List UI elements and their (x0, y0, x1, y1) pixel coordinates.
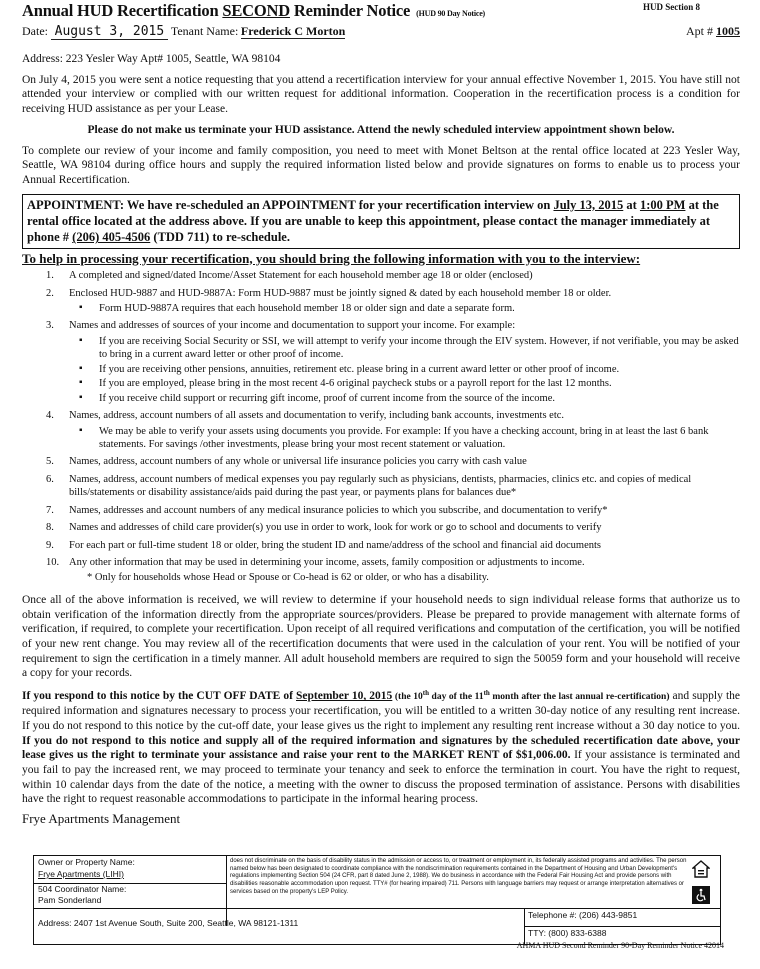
tenant-address: Address: 223 Yesler Way Apt# 1005, Seattle, WA 98104 (22, 53, 281, 65)
sub-list (69, 302, 740, 315)
item-text: Enclosed HUD-9887 and HUD-9887A: Form HUD-9887 must be jointly signed & dated by each household member 18 or older. (69, 287, 612, 299)
date-label: Date: (22, 24, 48, 38)
title-note: (HUD 90 Day Notice) (416, 9, 486, 18)
sub-item: ▪ If you receive child support or recurring gift income, proof of current income from the source of the income. (69, 392, 740, 405)
item-text: For each part or full-time student 18 or older, bring the student ID and name/address of the school and financial aid documents (69, 539, 602, 551)
list-item (22, 319, 740, 405)
item-number: 4. (46, 410, 54, 422)
title-part: Reminder Notice (289, 1, 411, 20)
item-number: 2. (46, 287, 54, 299)
sub-item: ▪ Form HUD-9887A requires that each household member 18 or older sign and date a separate form. (69, 302, 740, 315)
cutoff-date: September 10, 2015 (296, 690, 393, 703)
item-text: A completed and signed/dated Income/Asset Statement for each household member age 18 or older (enclosed) (69, 270, 533, 282)
hud-section-label: HUD Section 8 (643, 2, 700, 12)
footer-box (33, 855, 721, 945)
coordinator-label: 504 Coordinator Name: (38, 884, 127, 894)
intro-paragraph: On July 4, 2015 you were sent a notice requesting that you attend a recertification interview for your annual effective November 1, 2015. You have still not attended your interview or complied with our written request for additional information. Cooperation in the recertification process is a condition for receiving HUD assistance as per your Lease. (22, 73, 740, 116)
divider (226, 856, 227, 926)
coordinator-name: Pam Sonderland (38, 895, 102, 905)
divider (524, 926, 720, 927)
cutoff-bold: If you do not respond to this notice and supply all of the required information and signatures by the scheduled recertification date above, your lease gives us the right to terminate your assistance and raise your rent to the MARKET RENT of $$1,006.00. (22, 734, 740, 762)
title-part: Annual HUD Recertification (22, 1, 223, 20)
item-text: Names and addresses of child care provider(s) you use in order to work, look for work or go to school and documents to verify (69, 522, 602, 534)
date-row (22, 24, 740, 48)
list-item (22, 455, 740, 468)
list-item (22, 269, 740, 282)
tenant-label: Tenant Name: (170, 24, 239, 38)
complete-paragraph: To complete our review of your income and family composition, you need to meet with Monet Beltson at the rental office located at 223 Yesler Way, Seattle, WA 98104 during office hours and supply the required information listed below and provide signatures on forms to enable us to process your Annual Recertification. (22, 144, 740, 187)
only-note: * Only for households whose Head or Spouse or Co-head is 62 or older, or who has a disability. (87, 572, 489, 584)
required-items-list (22, 269, 740, 569)
list-item (22, 287, 740, 316)
sub-list (69, 335, 740, 405)
owner-label: Owner or Property Name: (38, 857, 135, 867)
cutoff-text: If you respond to this notice by the CUT OFF DATE of (22, 690, 296, 703)
sub-item: ▪ If you are employed, please bring in the most recent 4-6 original paycheck stubs or a payroll report for the last 12 months. (69, 377, 740, 390)
warning-line: Please do not make us terminate your HUD assistance. Attend the newly scheduled interview appointment shown below. (87, 123, 675, 136)
cutoff-text: If your assistance is terminated and you fail to pay the increased rent, we may proceed to terminate your tenancy and seek to enforce the termination in court. You have the right to request, within 10 calendar days from the date of the notice, a meeting with the owner to discuss the proposed termination of assistance. Persons with disabilities have the right to request reasonable accommodations to participate in the informal hearing process. (22, 749, 740, 806)
footer-address: Address: 2407 1st Avenue South, Suite 200, Seattle, WA 98121-1311 (38, 918, 299, 928)
item-text: Names and addresses of sources of your income and documentation to support your income. For example: (69, 320, 516, 332)
cutoff-sup: th (422, 689, 429, 698)
cutoff-text: day of the 11 (429, 692, 484, 703)
item-text: Names, address, account numbers of all assets and documentation to verify, including bank accounts, investments etc. (69, 410, 565, 422)
list-item (22, 473, 740, 500)
equal-housing-icon (692, 860, 710, 878)
cutoff-sup: th (483, 689, 490, 698)
list-item (22, 504, 740, 517)
item-text: Names, addresses and account numbers of any medical insurance policies to which you subscribe, and documentation to verify* (69, 504, 608, 516)
item-number: 9. (46, 539, 54, 551)
notice-page (22, 0, 740, 834)
sub-item: ▪ If you are receiving Social Security or SSI, we will attempt to verify your income through the EIV system. However, if not verifiable, you may be asked to bring in a current award letter or other proof of income. (69, 335, 740, 362)
title-second: SECOND (222, 1, 290, 20)
owner-name: Frye Apartments (LIHI) (38, 869, 124, 879)
appointment-text: at the rental office located at the address above. If you are unable to keep this appointment, please contact the manager immediately at phone # (27, 197, 719, 245)
item-text: Names, address, account numbers of medical expenses you pay regularly such as physicians, dentists, pharmacies, clinics etc. and copies of medical bills/statements or disability assistance/aids paid during the past year, or payments plans for balances due* (69, 473, 692, 499)
item-number: 8. (46, 522, 54, 534)
page-title (22, 0, 485, 21)
item-number: 6. (46, 473, 54, 485)
cutoff-paragraph (22, 689, 740, 807)
cutoff-text: month after the last annual re-certification) (489, 692, 670, 703)
item-number: 10. (46, 557, 60, 568)
disclaimer-text: does not discriminate on the basis of disability status in the admission or access to, or treatment or employment in, its federally assisted programs and activities. The person named below has been designated to coordinate compliance with the nondiscrimination requirements contained in the Department of Housing and Urban Development's regulations implementing Section 504 (24 CFR, part 8 dated June 2, 1988). We do business in accordance with the Federal Fair Housing Act and provide persons with disabilities reasonable accommodation upon request. TTY# (for hearing impaired) 711. Persons with language barriers may request or arrange interpretation alternatives or services based on the property's LEP Policy. (230, 858, 687, 895)
appointment-text: (TDD 711) to re-schedule. (150, 230, 290, 245)
item-text: Names, address, account numbers of any whole or universal life insurance policies you carry with cash value (69, 456, 527, 468)
form-id: AHMA HUD Second Reminder 90-Day Reminder Notice 42014 (516, 941, 724, 950)
item-number: 5. (46, 456, 54, 468)
divider (34, 908, 720, 909)
once-paragraph: Once all of the above information is received, we will review to determine if your household needs to sign individual release forms that authorize us to obtain verification of the information directly from the appropriate sources/providers. Please be prepared to provide management with alternate forms of verification, if required, to complete your recertification. Upon receipt of all required verifications and computation of the certification, you will be notified of your new rent change. You may review all of the recertification documents that were used in the calculation of your rent. You will be notified of your requirement to sign the certification in a timely manner. All adult household members are required to sign the 50059 form and your household will receive a copy for your records. (22, 593, 740, 680)
item-number: 7. (46, 504, 54, 516)
apt-number (686, 24, 740, 39)
date-value: August 3, 2015 (51, 24, 169, 40)
list-item (22, 521, 740, 534)
appointment-time: 1:00 PM (639, 197, 686, 212)
list-item (22, 409, 740, 451)
sub-item: ▪ We may be able to verify your assets using documents you provide. For example: If you have a checking account, bring in at least the last 6 bank statements. For savings /other investments, please bring your most recent statement or valuation. (69, 425, 740, 452)
help-heading: To help in processing your recertification, you should bring the following information with you to the interview: (22, 250, 641, 266)
item-text: Any other information that may be used in determining your income, assets, family composition or adjustments to income. (69, 557, 585, 568)
management-signature: Frye Apartments Management (22, 811, 181, 827)
tty: TTY: (800) 833-6388 (528, 928, 607, 938)
telephone: Telephone #: (206) 443-9851 (528, 910, 638, 920)
sub-list (69, 425, 740, 452)
list-item (22, 539, 740, 552)
apt-label: Apt # (686, 24, 713, 38)
item-number: 1. (46, 270, 54, 282)
header (22, 0, 740, 22)
appointment-text: APPOINTMENT: We have re-scheduled an APPOINTMENT for your recertification interview on (27, 197, 554, 212)
appointment-date: July 13, 2015 (553, 197, 624, 212)
apt-value: 1005 (716, 24, 740, 38)
appointment-text: at (623, 197, 640, 212)
cutoff-text: (the 10 (392, 692, 423, 703)
sub-item: ▪ If you are receiving other pensions, annuities, retirement etc. please bring in a current award letter or other proof of income. (69, 363, 740, 376)
appointment-phone: (206) 405-4506 (72, 230, 151, 245)
list-item (22, 556, 740, 569)
appointment-box (22, 194, 740, 249)
item-number: 3. (46, 320, 54, 332)
tenant-name: Frederick C Morton (240, 24, 346, 38)
accessibility-icon (692, 886, 710, 904)
cutoff-text: and supply the required information and signatures necessary to process your recertification, you will be entitled to a written 30-day notice of any resulting rent increase. If you do not respond to this notice by the cut-off date, your lease gives us the right to implement any resulting rent increase without a 30 day notice to you. (22, 690, 740, 732)
